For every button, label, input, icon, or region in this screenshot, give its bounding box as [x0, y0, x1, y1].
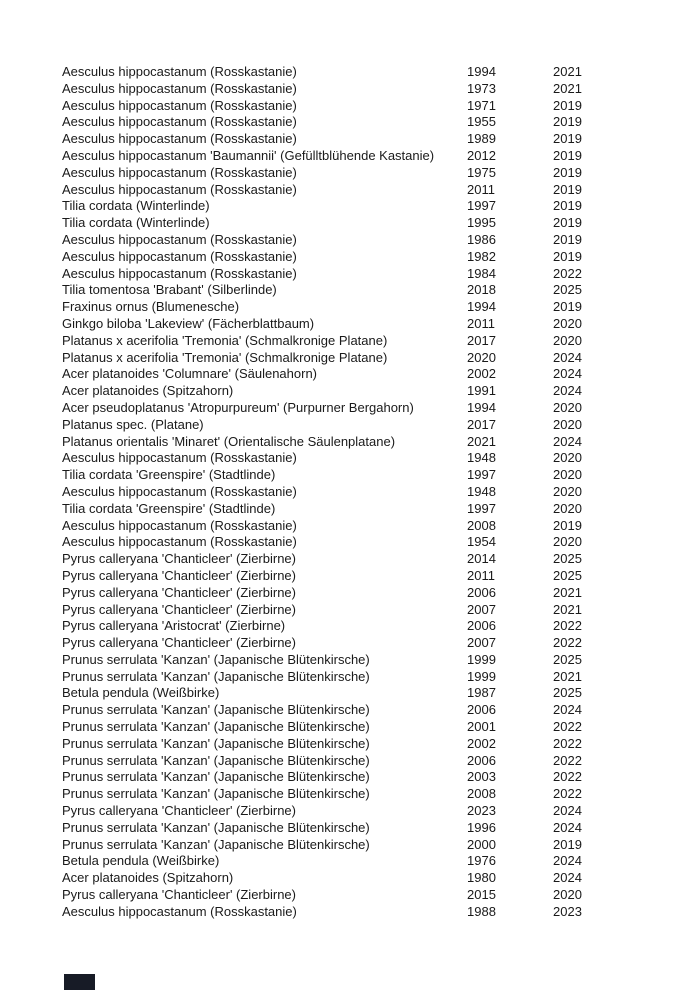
planting-year-cell: 1955	[467, 114, 496, 130]
table-row	[62, 114, 622, 131]
tree-name-cell: Pyrus calleryana 'Chanticleer' (Zierbirne)	[62, 601, 296, 617]
tree-name-cell: Pyrus calleryana 'Chanticleer' (Zierbirne)	[62, 803, 296, 819]
table-row	[62, 299, 622, 316]
table-row	[62, 870, 622, 887]
planting-year-cell: 2007	[467, 635, 496, 651]
record-year-cell: 2022	[553, 786, 582, 802]
planting-year-cell: 2000	[467, 836, 496, 852]
table-row	[62, 366, 622, 383]
record-year-cell: 2023	[553, 903, 582, 919]
tree-name-cell: Tilia tomentosa 'Brabant' (Silberlinde)	[62, 282, 277, 298]
record-year-cell: 2019	[553, 147, 582, 163]
record-year-cell: 2022	[553, 752, 582, 768]
record-year-cell: 2024	[553, 433, 582, 449]
record-year-cell: 2019	[553, 114, 582, 130]
planting-year-cell: 2006	[467, 702, 496, 718]
record-year-cell: 2024	[553, 803, 582, 819]
table-row	[62, 887, 622, 904]
planting-year-cell: 2017	[467, 332, 496, 348]
record-year-cell: 2019	[553, 198, 582, 214]
record-year-cell: 2025	[553, 567, 582, 583]
bottom-dark-box	[64, 974, 95, 990]
table-row	[62, 467, 622, 484]
tree-name-cell: Prunus serrulata 'Kanzan' (Japanische Blütenkirsche)	[62, 668, 370, 684]
table-row	[62, 685, 622, 702]
record-year-cell: 2020	[553, 315, 582, 331]
tree-name-cell: Prunus serrulata 'Kanzan' (Japanische Blütenkirsche)	[62, 769, 370, 785]
record-year-cell: 2024	[553, 349, 582, 365]
tree-name-cell: Prunus serrulata 'Kanzan' (Japanische Blütenkirsche)	[62, 719, 370, 735]
record-year-cell: 2019	[553, 231, 582, 247]
planting-year-cell: 1986	[467, 231, 496, 247]
record-year-cell: 2019	[553, 181, 582, 197]
planting-year-cell: 2002	[467, 735, 496, 751]
tree-name-cell: Platanus x acerifolia 'Tremonia' (Schmalkronige Platane)	[62, 349, 388, 365]
tree-name-cell: Pyrus calleryana 'Chanticleer' (Zierbirne)	[62, 887, 296, 903]
table-row	[62, 232, 622, 249]
tree-name-cell: Betula pendula (Weißbirke)	[62, 685, 220, 701]
planting-year-cell: 1994	[467, 399, 496, 415]
record-year-cell: 2021	[553, 601, 582, 617]
tree-name-cell: Aesculus hippocastanum (Rosskastanie)	[62, 64, 297, 79]
record-year-cell: 2022	[553, 265, 582, 281]
planting-year-cell: 2002	[467, 366, 496, 382]
table-row	[62, 803, 622, 820]
planting-year-cell: 1948	[467, 483, 496, 499]
tree-name-cell: Pyrus calleryana 'Chanticleer' (Zierbirne)	[62, 567, 296, 583]
tree-name-cell: Platanus spec. (Platane)	[62, 416, 204, 432]
tree-name-cell: Tilia cordata 'Greenspire' (Stadtlinde)	[62, 467, 276, 483]
tree-name-cell: Tilia cordata (Winterlinde)	[62, 215, 210, 231]
planting-year-cell: 1980	[467, 870, 496, 886]
planting-year-cell: 2008	[467, 517, 496, 533]
tree-name-cell: Aesculus hippocastanum (Rosskastanie)	[62, 231, 297, 247]
table-row	[62, 131, 622, 148]
record-year-cell: 2025	[553, 282, 582, 298]
record-year-cell: 2019	[553, 248, 582, 264]
planting-year-cell: 2015	[467, 887, 496, 903]
record-year-cell: 2020	[553, 399, 582, 415]
record-year-cell: 2021	[553, 64, 582, 79]
table-row	[62, 182, 622, 199]
tree-name-cell: Aesculus hippocastanum (Rosskastanie)	[62, 131, 297, 147]
tree-name-cell: Acer platanoides (Spitzahorn)	[62, 870, 234, 886]
record-year-cell: 2019	[553, 299, 582, 315]
planting-year-cell: 1984	[467, 265, 496, 281]
tree-name-cell: Tilia cordata 'Greenspire' (Stadtlinde)	[62, 500, 276, 516]
table-row	[62, 450, 622, 467]
record-year-cell: 2025	[553, 651, 582, 667]
tree-name-cell: Pyrus calleryana 'Chanticleer' (Zierbirne)	[62, 635, 296, 651]
tree-name-cell: Prunus serrulata 'Kanzan' (Japanische Blütenkirsche)	[62, 786, 370, 802]
tree-name-cell: Prunus serrulata 'Kanzan' (Japanische Blütenkirsche)	[62, 702, 370, 718]
record-year-cell: 2024	[553, 870, 582, 886]
table-row	[62, 400, 622, 417]
table-row	[62, 501, 622, 518]
tree-name-cell: Aesculus hippocastanum (Rosskastanie)	[62, 97, 297, 113]
record-year-cell: 2020	[553, 500, 582, 516]
table-row	[62, 148, 622, 165]
record-year-cell: 2022	[553, 735, 582, 751]
table-row	[62, 853, 622, 870]
planting-year-cell: 1997	[467, 198, 496, 214]
tree-name-cell: Platanus orientalis 'Minaret' (Orientalische Säulenplatane)	[62, 433, 396, 449]
record-year-cell: 2020	[553, 483, 582, 499]
record-year-cell: 2025	[553, 551, 582, 567]
record-year-cell: 2021	[553, 80, 582, 96]
table-row	[62, 837, 622, 854]
record-year-cell: 2020	[553, 534, 582, 550]
table-row	[62, 383, 622, 400]
table-row	[62, 484, 622, 501]
planting-year-cell: 1991	[467, 383, 496, 399]
tree-name-cell: Acer platanoides 'Columnare' (Säulenahorn)	[62, 366, 317, 382]
record-year-cell: 2020	[553, 887, 582, 903]
planting-year-cell: 1982	[467, 248, 496, 264]
record-year-cell: 2020	[553, 450, 582, 466]
table-row	[62, 820, 622, 837]
tree-name-cell: Prunus serrulata 'Kanzan' (Japanische Blütenkirsche)	[62, 752, 370, 768]
tree-name-cell: Pyrus calleryana 'Chanticleer' (Zierbirne)	[62, 584, 296, 600]
planting-year-cell: 1999	[467, 651, 496, 667]
tree-name-cell: Aesculus hippocastanum (Rosskastanie)	[62, 903, 297, 919]
table-row	[62, 518, 622, 535]
table-row	[62, 669, 622, 686]
table-row	[62, 98, 622, 115]
planting-year-cell: 2014	[467, 551, 496, 567]
table-row	[62, 618, 622, 635]
table-row	[62, 434, 622, 451]
planting-year-cell: 2011	[467, 315, 495, 331]
record-year-cell: 2021	[553, 668, 582, 684]
record-year-cell: 2019	[553, 164, 582, 180]
record-year-cell: 2020	[553, 332, 582, 348]
record-year-cell: 2024	[553, 366, 582, 382]
table-row	[62, 904, 622, 921]
planting-year-cell: 2008	[467, 786, 496, 802]
table-row	[62, 417, 622, 434]
table-row	[62, 198, 622, 215]
record-year-cell: 2022	[553, 618, 582, 634]
planting-year-cell: 2023	[467, 803, 496, 819]
planting-year-cell: 2001	[467, 719, 496, 735]
table-row	[62, 602, 622, 619]
record-year-cell: 2019	[553, 215, 582, 231]
record-year-cell: 2024	[553, 383, 582, 399]
planting-year-cell: 1948	[467, 450, 496, 466]
table-row	[62, 215, 622, 232]
planting-year-cell: 1975	[467, 164, 496, 180]
table-row	[62, 64, 622, 81]
record-year-cell: 2024	[553, 819, 582, 835]
table-row	[62, 736, 622, 753]
tree-name-cell: Prunus serrulata 'Kanzan' (Japanische Blütenkirsche)	[62, 651, 370, 667]
planting-year-cell: 1996	[467, 819, 496, 835]
table-row	[62, 81, 622, 98]
table-row	[62, 249, 622, 266]
tree-name-cell: Betula pendula (Weißbirke)	[62, 853, 220, 869]
table-row	[62, 585, 622, 602]
record-year-cell: 2022	[553, 719, 582, 735]
record-year-cell: 2019	[553, 836, 582, 852]
planting-year-cell: 2021	[467, 433, 496, 449]
tree-name-cell: Aesculus hippocastanum (Rosskastanie)	[62, 164, 297, 180]
table-row	[62, 266, 622, 283]
record-year-cell: 2024	[553, 853, 582, 869]
planting-year-cell: 1971	[467, 97, 496, 113]
record-year-cell: 2019	[553, 97, 582, 113]
table-row	[62, 350, 622, 367]
tree-name-cell: Aesculus hippocastanum (Rosskastanie)	[62, 450, 297, 466]
planting-year-cell: 1994	[467, 64, 496, 79]
planting-year-cell: 1973	[467, 80, 496, 96]
tree-name-cell: Aesculus hippocastanum 'Baumannii' (Gefülltblühende Kastanie)	[62, 147, 435, 163]
planting-year-cell: 2018	[467, 282, 496, 298]
tree-name-cell: Aesculus hippocastanum (Rosskastanie)	[62, 248, 297, 264]
table-row	[62, 769, 622, 786]
record-year-cell: 2019	[553, 517, 582, 533]
record-year-cell: 2021	[553, 584, 582, 600]
planting-year-cell: 2011	[467, 181, 495, 197]
tree-name-cell: Tilia cordata (Winterlinde)	[62, 198, 210, 214]
planting-year-cell: 1999	[467, 668, 496, 684]
planting-year-cell: 2011	[467, 567, 495, 583]
table-row	[62, 333, 622, 350]
planting-year-cell: 1976	[467, 853, 496, 869]
tree-name-cell: Acer platanoides (Spitzahorn)	[62, 383, 234, 399]
planting-year-cell: 2012	[467, 147, 496, 163]
table-row	[62, 635, 622, 652]
planting-year-cell: 2017	[467, 416, 496, 432]
tree-name-cell: Aesculus hippocastanum (Rosskastanie)	[62, 114, 297, 130]
planting-year-cell: 1988	[467, 903, 496, 919]
record-year-cell: 2022	[553, 635, 582, 651]
planting-year-cell: 1997	[467, 467, 496, 483]
planting-year-cell: 1994	[467, 299, 496, 315]
record-year-cell: 2024	[553, 702, 582, 718]
table-row	[62, 534, 622, 551]
table-row	[62, 652, 622, 669]
planting-year-cell: 1987	[467, 685, 496, 701]
table-row	[62, 719, 622, 736]
record-year-cell: 2020	[553, 467, 582, 483]
record-year-cell: 2025	[553, 685, 582, 701]
tree-table	[62, 64, 622, 921]
tree-name-cell: Aesculus hippocastanum (Rosskastanie)	[62, 80, 297, 96]
table-row	[62, 753, 622, 770]
tree-name-cell: Pyrus calleryana 'Chanticleer' (Zierbirne)	[62, 551, 296, 567]
tree-name-cell: Aesculus hippocastanum (Rosskastanie)	[62, 181, 297, 197]
record-year-cell: 2020	[553, 416, 582, 432]
planting-year-cell: 2006	[467, 584, 496, 600]
planting-year-cell: 1989	[467, 131, 496, 147]
tree-name-cell: Fraxinus ornus (Blumenesche)	[62, 299, 240, 315]
planting-year-cell: 2020	[467, 349, 496, 365]
planting-year-cell: 1995	[467, 215, 496, 231]
table-row	[62, 702, 622, 719]
table-row	[62, 568, 622, 585]
tree-name-cell: Prunus serrulata 'Kanzan' (Japanische Blütenkirsche)	[62, 735, 370, 751]
tree-name-cell: Ginkgo biloba 'Lakeview' (Fächerblattbaum)	[62, 315, 315, 331]
planting-year-cell: 1954	[467, 534, 496, 550]
tree-name-cell: Aesculus hippocastanum (Rosskastanie)	[62, 517, 297, 533]
table-row	[62, 165, 622, 182]
planting-year-cell: 2006	[467, 752, 496, 768]
planting-year-cell: 1997	[467, 500, 496, 516]
tree-name-cell: Prunus serrulata 'Kanzan' (Japanische Blütenkirsche)	[62, 819, 370, 835]
table-row	[62, 551, 622, 568]
record-year-cell: 2019	[553, 131, 582, 147]
planting-year-cell: 2007	[467, 601, 496, 617]
planting-year-cell: 2006	[467, 618, 496, 634]
tree-name-cell: Prunus serrulata 'Kanzan' (Japanische Blütenkirsche)	[62, 836, 370, 852]
tree-name-cell: Aesculus hippocastanum (Rosskastanie)	[62, 483, 297, 499]
table-row	[62, 282, 622, 299]
tree-name-cell: Aesculus hippocastanum (Rosskastanie)	[62, 534, 297, 550]
table-row	[62, 786, 622, 803]
tree-name-cell: Acer pseudoplatanus 'Atropurpureum' (Purpurner Bergahorn)	[62, 399, 414, 415]
tree-name-cell: Aesculus hippocastanum (Rosskastanie)	[62, 265, 297, 281]
tree-name-cell: Platanus x acerifolia 'Tremonia' (Schmalkronige Platane)	[62, 332, 388, 348]
tree-name-cell: Pyrus calleryana 'Aristocrat' (Zierbirne)	[62, 618, 286, 634]
planting-year-cell: 2003	[467, 769, 496, 785]
table-row	[62, 316, 622, 333]
record-year-cell: 2022	[553, 769, 582, 785]
